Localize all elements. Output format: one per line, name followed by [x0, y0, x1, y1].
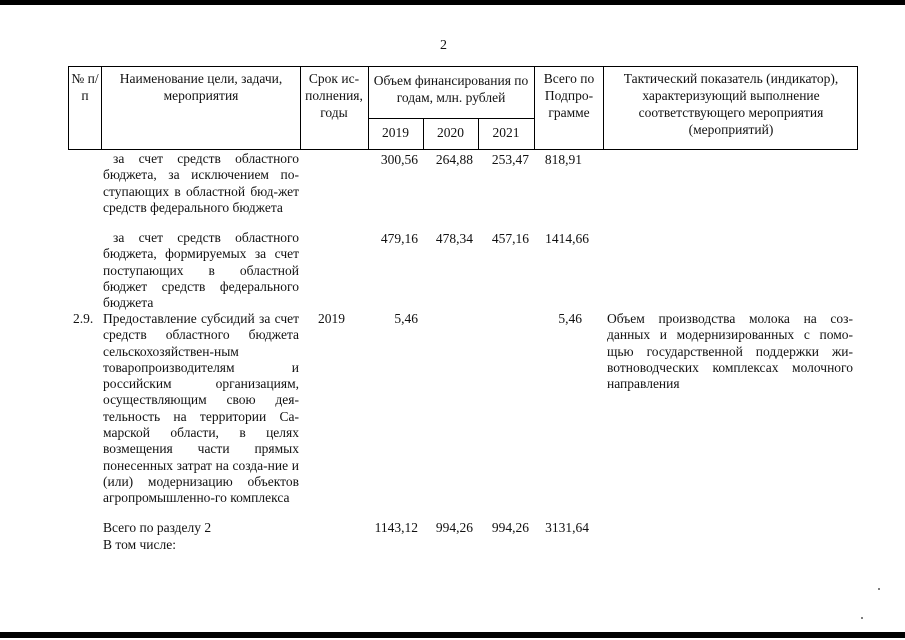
row-name: Предоставление субсидий за счет средств областного бюджета сельскохозяйствен-ным товаропроизводителям и российским организациям, осуществляющим свою дея-тельность на территории Са-марской области, в целях возмещения части прямых понесенных затрат на созда-ние и (или) модернизацию объектов агропромышленно-го комплекса	[103, 311, 299, 506]
row-name: В том числе:	[103, 537, 176, 552]
header-col-num: № п/п	[71, 71, 99, 103]
header-col-total: Всего по Подпро-грамме	[543, 71, 595, 120]
row-value-2021: 457,16	[491, 231, 529, 246]
row-value-2020: 478,34	[435, 231, 473, 246]
row-value-2019: 300,56	[380, 152, 418, 167]
row-value-2021: 994,26	[491, 520, 529, 535]
row-value-2020: 264,88	[435, 152, 473, 167]
page-number: 2	[440, 38, 447, 53]
header-col-funding: Объем финансирования по годам, млн. рублей	[373, 73, 529, 105]
bottom-border-rule	[0, 632, 905, 638]
row-value-2019: 1143,12	[374, 520, 418, 535]
header-year-2021: 2021	[492, 125, 520, 140]
header-col-indicator: Тактический показатель (индикатор), характеризующий выполнение соответствующего мероприятия (мероприятий)	[623, 71, 839, 137]
row-name: Всего по разделу 2	[103, 520, 212, 535]
header-col-name: Наименование цели, задачи, мероприятия	[119, 71, 283, 103]
row-value-total: 818,91	[544, 152, 582, 167]
row-name: за счет средств областного бюджета, за исключением по-ступающих в областной бюд-жет средств федерального бюджета	[103, 151, 299, 215]
row-value-2019: 479,16	[380, 231, 418, 246]
scan-speck	[861, 617, 863, 619]
row-value-2021: 253,47	[491, 152, 529, 167]
row-name: за счет средств областного бюджета, формируемых за счет поступающих в областной бюджет средств федерального бюджета	[103, 230, 299, 311]
row-indicator: Объем производства молока на соз-данных и модернизированных с помо-щью государственной поддержки жи-вотноводческих комплексах молочного направления	[607, 311, 853, 392]
scan-speck	[878, 588, 880, 590]
row-number: 2.9.	[73, 311, 94, 326]
row-value-total: 3131,64	[545, 520, 589, 535]
row-value-total: 5,46	[558, 311, 582, 326]
row-term: 2019	[318, 311, 345, 326]
row-value-2019: 5,46	[394, 311, 418, 326]
header-year-2020: 2020	[437, 125, 464, 140]
row-value-total: 1414,66	[545, 231, 589, 246]
header-col-term: Срок ис-полнения, годы	[305, 71, 363, 120]
header-year-2019: 2019	[382, 125, 409, 140]
row-value-2020: 994,26	[435, 520, 473, 535]
top-border-rule	[0, 0, 905, 5]
